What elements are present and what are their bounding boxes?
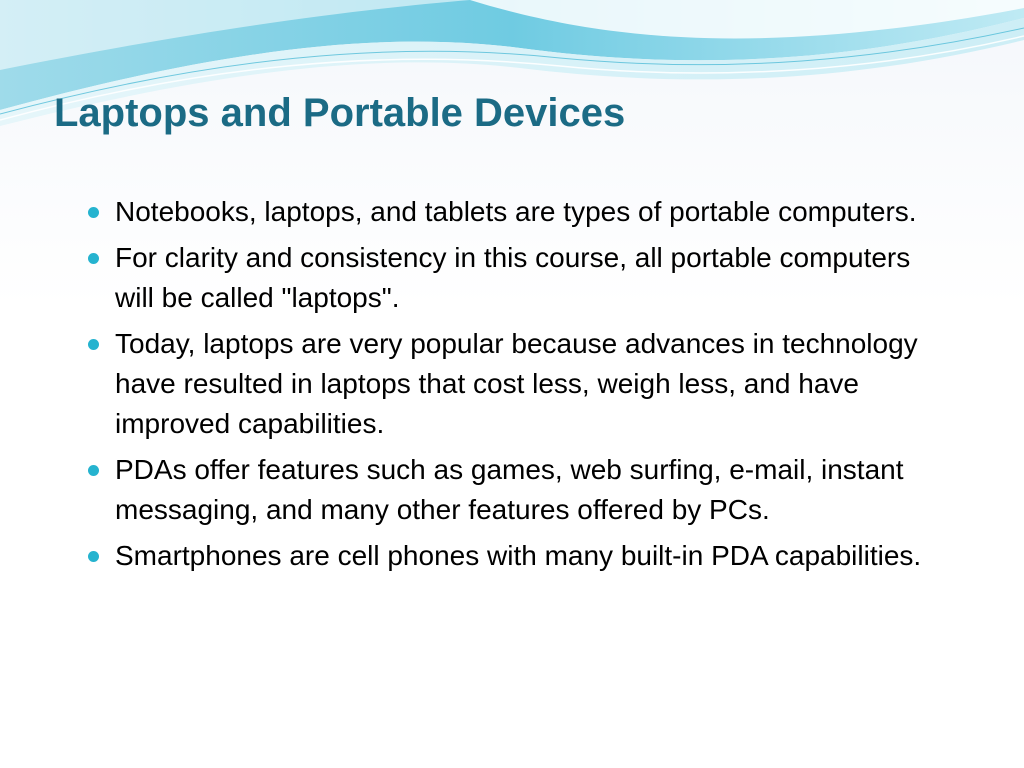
list-item bbox=[87, 238, 947, 318]
list-item bbox=[87, 192, 947, 232]
bullet-text: PDAs offer features such as games, web surfing, e-mail, instant messaging, and many other features offered by PCs. bbox=[115, 454, 904, 525]
bullet-dot-icon bbox=[88, 339, 99, 350]
list-item bbox=[87, 324, 947, 444]
bullet-dot-icon bbox=[88, 551, 99, 562]
bullet-dot-icon bbox=[88, 207, 99, 218]
bullet-dot-icon bbox=[88, 253, 99, 264]
list-item bbox=[87, 450, 947, 530]
bullet-list bbox=[87, 192, 947, 582]
bullet-text: Today, laptops are very popular because advances in technology have resulted in laptops that cost less, weigh less, and have improved capabilities. bbox=[115, 328, 918, 439]
bullet-text: For clarity and consistency in this course, all portable computers will be called "laptops". bbox=[115, 242, 911, 313]
bullet-text: Notebooks, laptops, and tablets are types of portable computers. bbox=[115, 196, 917, 227]
bullet-dot-icon bbox=[88, 465, 99, 476]
slide-title: Laptops and Portable Devices bbox=[54, 91, 626, 135]
bullet-text: Smartphones are cell phones with many built-in PDA capabilities. bbox=[115, 540, 922, 571]
list-item bbox=[87, 536, 947, 576]
